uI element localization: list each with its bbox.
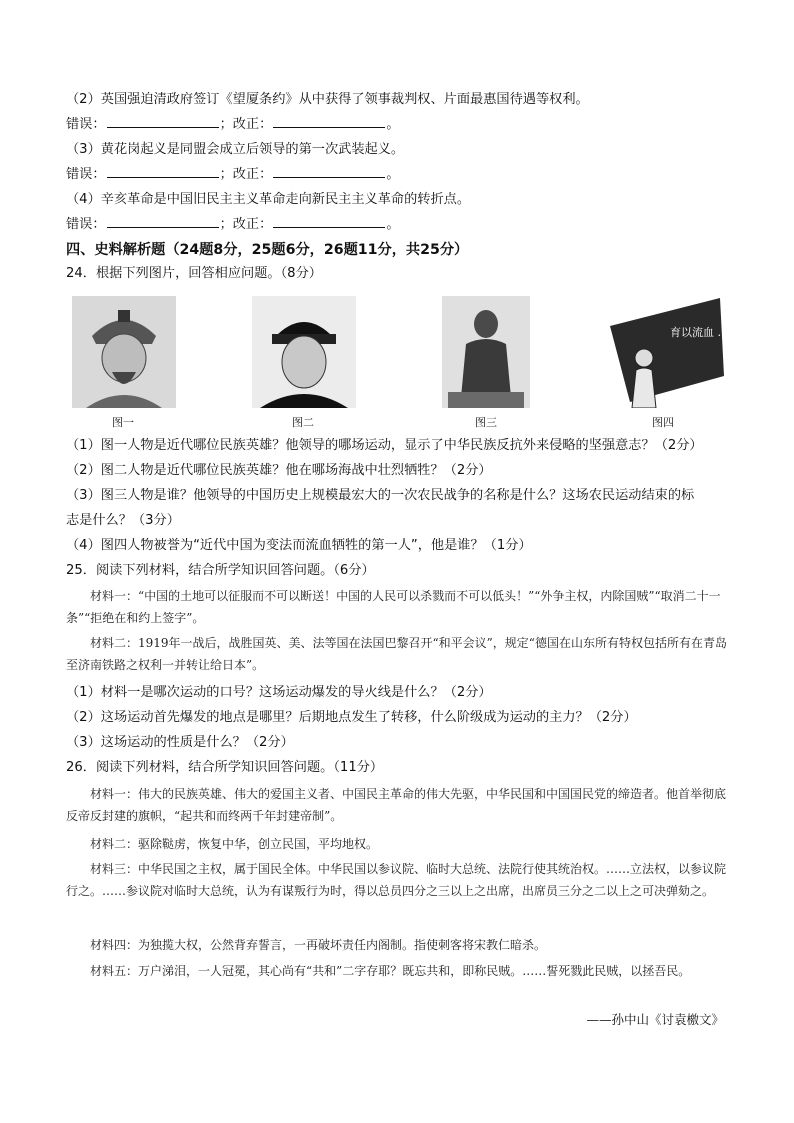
figure-1-portrait [72,296,176,408]
error-blank[interactable] [107,115,219,128]
q24-sub4: （4）图四人物被誉为“近代中国为变法而流血牺牲的第一人”，他是谁？（1分） [66,538,532,553]
material-source: ——孙中山《讨袁檄文》 [586,1012,724,1027]
q26-material-4: 材料四：为独揽大权，公然背弃誓言，一再破坏责任内阁制。指使刺客将宋教仁暗杀。 [90,938,547,952]
q24-sub1: （1）图一人物是近代哪位民族英雄？他领导的哪场运动，显示了中华民族反抗外来侵略的坚强意志？（2分） [66,438,703,453]
figure-3-statue [442,296,530,408]
figure-caption-2: 图二 [292,416,314,429]
q23-answer-row-4: 错误： ；改正： 。 [66,217,400,232]
q24-sub3-line2: 志是什么？（3分） [66,513,180,528]
q26-material-3: 材料三：中华民国之主权，属于国民全体。中华民国以参议院、临时大总统、法院行使其统治权。……立法权，以参议院行之。……参议院对临时大总统，认为有谋叛行为时，得以总员四分之三以上之出席，出席员三分之二以上之可决弹劾之。 [66,862,727,898]
q26-material-2: 材料二：驱除鞑虏，恢复中华，创立民国，平均地权。 [90,837,379,851]
q24-sub3-line1: （3）图三人物是谁？他领导的中国历史上规模最宏大的一次农民战争的名称是什么？这场农民运动结束的标 [66,488,695,503]
q25-stem: 25．阅读下列材料，结合所学知识回答问题。（6分） [66,563,375,578]
correction-blank[interactable] [273,165,385,178]
q26-material-5: 材料五：万户涕泪，一人冠冕，其心尚有“共和”二字存耶？既忘共和，即称民贼。……誓死戮此民贼，以拯吾民。 [90,964,691,978]
q25-sub1: （1）材料一是哪次运动的口号？这场运动爆发的导火线是什么？（2分） [66,685,492,700]
q23-answer-row-2: 错误： ；改正： 。 [66,117,400,132]
figure-4-calligraphy: 育以流血 … [670,326,728,339]
correction-blank[interactable] [273,215,385,228]
q26-stem: 26．阅读下列材料，结合所学知识回答问题。（11分） [66,760,384,775]
section-title: 四、史料解析题（24题8分，25题6分，26题11分，共25分） [66,242,469,258]
figure-caption-3: 图三 [475,416,497,429]
q23-answer-row-3: 错误： ；改正： 。 [66,167,400,182]
error-blank[interactable] [107,215,219,228]
error-blank[interactable] [107,165,219,178]
q23-item4: （4）辛亥革命是中国旧民主主义革命走向新民主主义革命的转折点。 [66,192,471,207]
q25-material-1: 材料一：“中国的土地可以征服而不可以断送！中国的人民可以杀戮而不可以低头！”“外争主权，内除国贼”“取消二十一条”“拒绝在和约上签字”。 [66,589,721,625]
q26-material-1: 材料一：伟大的民族英雄、伟大的爱国主义者、中国民主革命的伟大先驱，中华民国和中国国民党的缔造者。他首举彻底反帝反封建的旗帜，“起共和而终两千年封建帝制”。 [66,787,727,823]
q25-material-2: 材料二：1919年一战后，战胜国英、美、法等国在法国巴黎召开“和平会议”，规定“德国在山东所有特权包括所有在青岛至济南铁路之权利一并转让给日本”。 [66,636,727,672]
q24-stem: 24．根据下列图片，回答相应问题。（8分） [66,266,322,281]
figure-caption-4: 图四 [652,416,674,429]
correction-blank[interactable] [273,115,385,128]
q23-item2: （2）英国强迫清政府签订《望厦条约》从中获得了领事裁判权、片面最惠国待遇等权利。 [66,92,589,107]
q25-sub2: （2）这场运动首先爆发的地点是哪里？后期地点发生了转移，什么阶级成为运动的主力？（2分） [66,710,637,725]
figure-2-portrait [252,296,356,408]
figure-caption-1: 图一 [112,416,134,429]
q24-sub2: （2）图二人物是近代哪位民族英雄？他在哪场海战中壮烈牺牲？（2分） [66,463,492,478]
q25-sub3: （3）这场运动的性质是什么？（2分） [66,735,294,750]
figure-4-illustration [600,296,728,408]
q23-item3: （3）黄花岗起义是同盟会成立后领导的第一次武装起义。 [66,142,405,157]
